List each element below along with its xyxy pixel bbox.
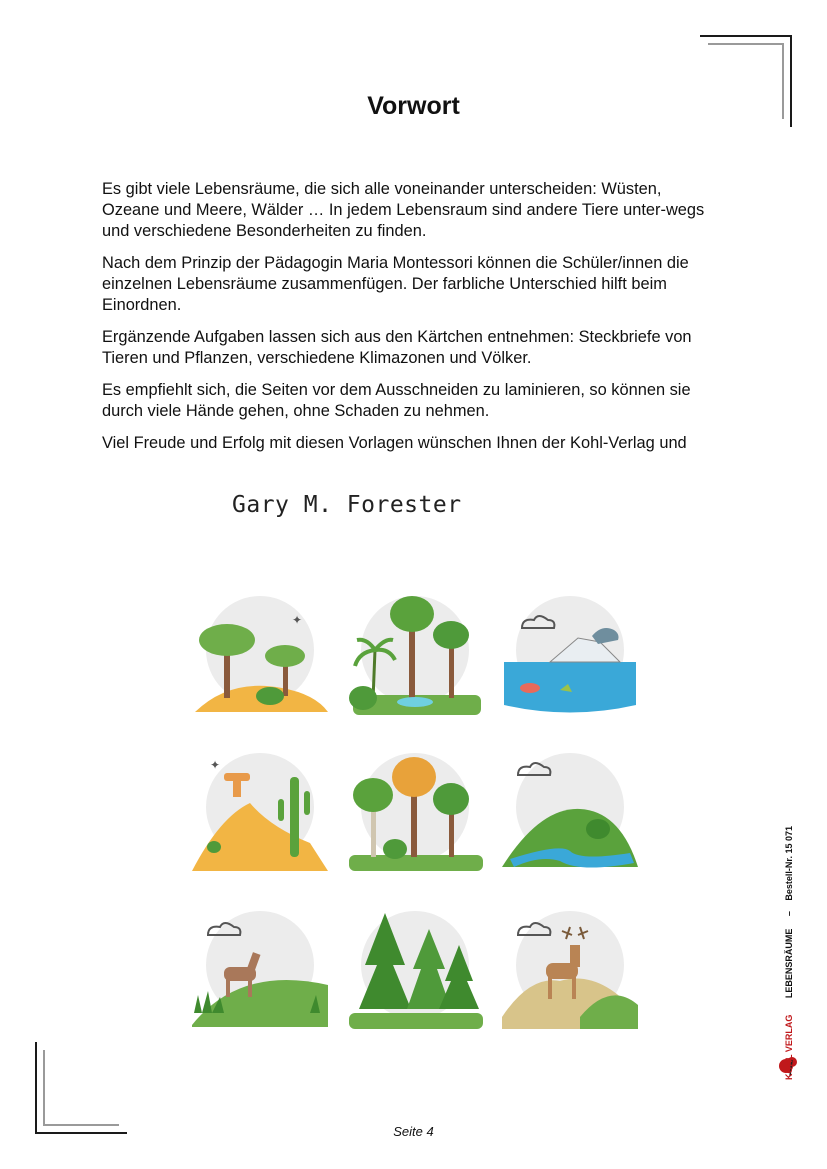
book-title: LEBENSRÄUME	[784, 928, 794, 999]
habitat-illustration-grid	[190, 590, 640, 1040]
desert-icon	[190, 747, 330, 877]
order-number: Bestell-Nr. 15 071	[784, 826, 794, 901]
svg-text:✦: ✦	[292, 613, 303, 627]
savanna-icon	[190, 590, 330, 720]
preface-text	[102, 179, 717, 465]
paragraph: Nach dem Prinzip der Pädagogin Maria Montessori können die Schüler/innen die einzelnen Lebensräume zusammenfügen. Der farbliche Unterschied hilft beim Einordnen.	[102, 254, 689, 314]
river-icon	[500, 747, 640, 877]
polar-sea-icon	[500, 590, 640, 720]
paragraph: Es empfiehlt sich, die Seiten vor dem Ausschneiden zu laminieren, so können sie durch viele Hände gehen, ohne Schaden zu nehmen.	[102, 381, 691, 420]
deer-meadow-icon	[500, 905, 640, 1035]
paragraph: Viel Freude und Erfolg mit diesen Vorlagen wünschen Ihnen der Kohl-Verlag und	[102, 434, 687, 452]
conifer-forest-icon	[345, 905, 485, 1035]
paragraph: Ergänzende Aufgaben lassen sich aus den Kärtchen entnehmen: Steckbriefe von Tieren und Pflanzen, verschiedene Klimazonen und Völker.	[102, 328, 692, 367]
publisher-name: KOHL VERLAG	[784, 1014, 794, 1080]
deciduous-forest-icon	[345, 747, 485, 877]
paragraph: Es gibt viele Lebensräume, die sich alle voneinander unterscheiden: Wüsten, Ozeane und Meere, Wälder … In jedem Lebensraum sind andere Tiere unter-wegs und verschiedene Besonderheiten zu finden.	[102, 180, 705, 240]
page-number: Seite 4	[393, 1124, 434, 1139]
page-title: Vorwort	[367, 92, 460, 120]
separator: –	[784, 911, 794, 917]
rainforest-icon	[345, 590, 485, 720]
sidebar-vertical-text	[784, 826, 827, 1080]
author-signature: Gary M. Forester	[232, 492, 462, 518]
svg-text:✦: ✦	[210, 758, 221, 772]
grassland-icon	[190, 905, 330, 1035]
corner-decoration-bottom-left	[35, 1042, 127, 1134]
